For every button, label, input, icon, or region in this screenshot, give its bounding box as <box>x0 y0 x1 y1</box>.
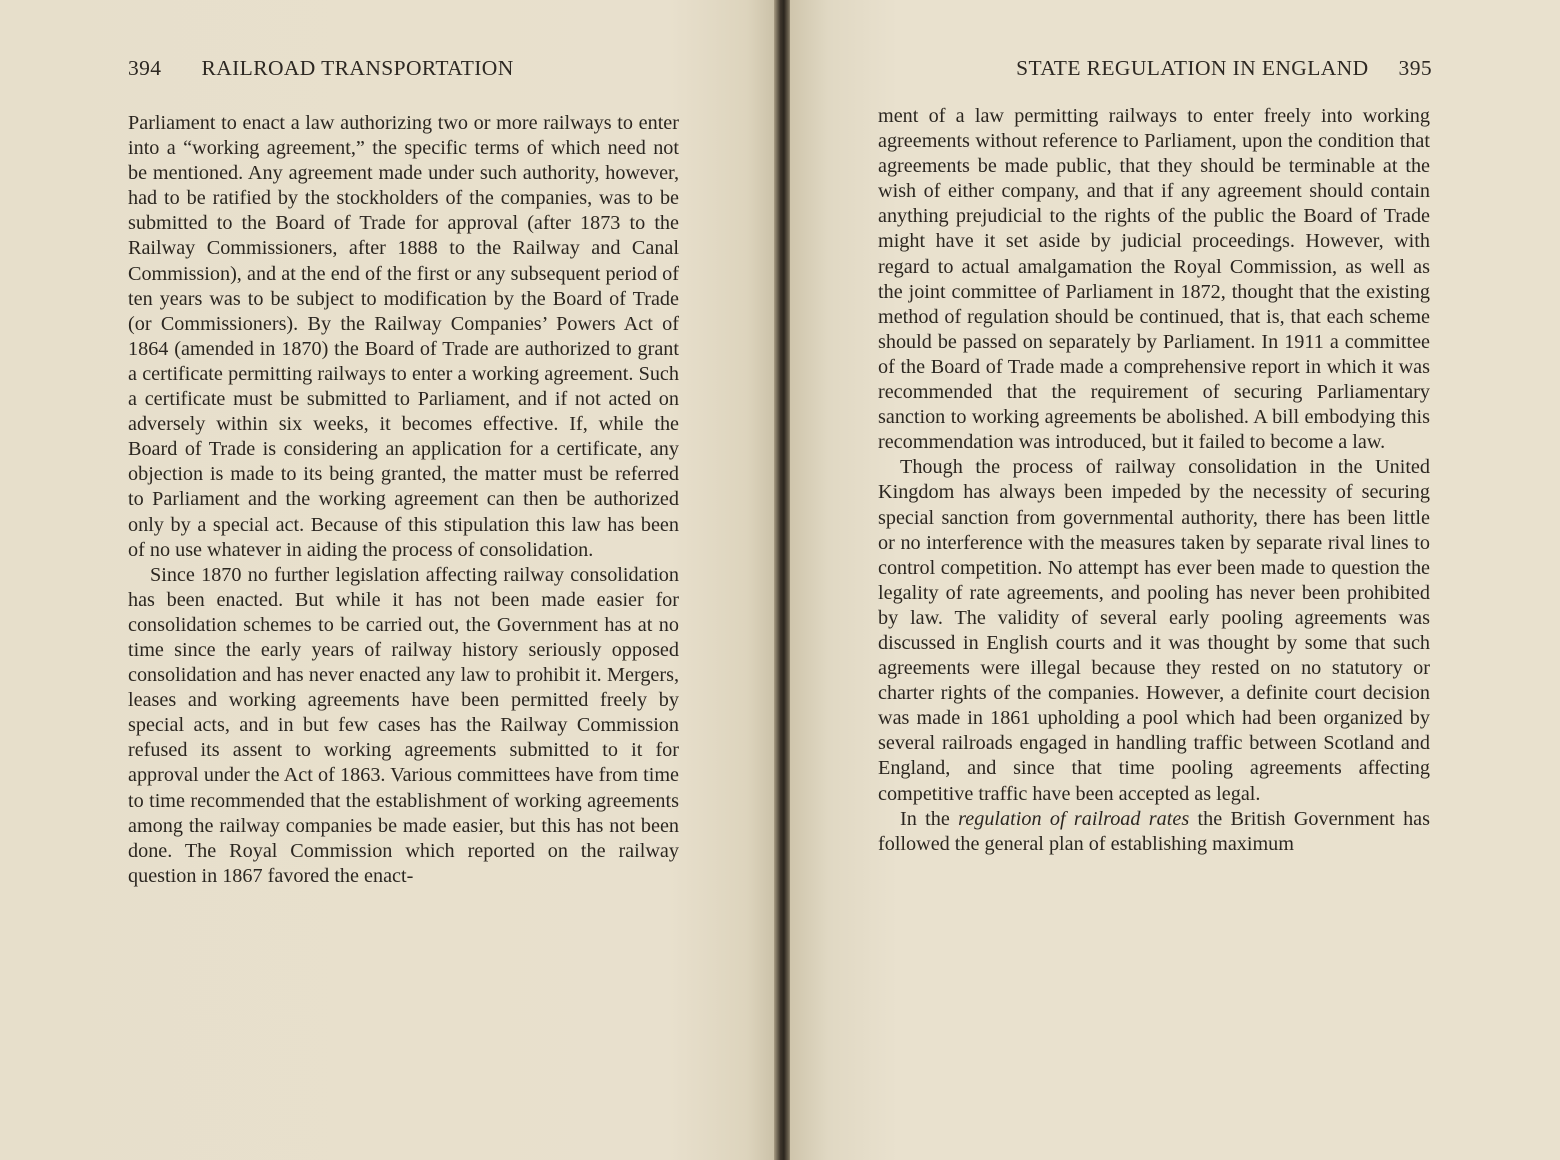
paragraph: Since 1870 no further legislation affecting railway consolidation has been enacted. But while it has not been made easier for consolidation schemes to be carried out, the Government has at no time since the early years of railway history seriously opposed consolidation and has never enacted any law to prohibit it. Mergers, leases and working agreements have been permitted freely by special acts, and in but few cases has the Railway Commission refused its assent to working agreements submitted to it for approval under the Act of 1863. Various committees have from time to time recommended that the establishment of working agreements among the railway companies be made easier, but this has not been done. The Royal Commission which reported on the railway question in 1867 favored the enact- <box>128 563 679 887</box>
paragraph-rest: the British Government has followed the general plan of establishing maximum <box>878 807 1430 855</box>
left-page <box>0 0 778 1160</box>
left-running-head <box>128 56 683 81</box>
page-number: 395 <box>1398 56 1432 80</box>
paragraph-lead: In the <box>900 807 959 830</box>
paragraph: ment of a law permitting railways to enter freely into working agreements without reference to Parliament, upon the condition that agreements be made public, that they should be terminable at the wish of either company, and that if any agreement should contain anything prejudicial to the rights of the public the Board of Trade might have it set aside by judicial proceedings. However, with regard to actual amalgamation the Royal Commission, as well as the joint committee of Parliament in 1872, thought that the existing method of regulation should be continued, that is, that each scheme should be passed on separately by Parliament. In 1911 a committee of the Board of Trade made a comprehensive report in which it was recommended that the requirement of securing Parliamentary sanction to working agreements be abolished. A bill embodying this recommendation was introduced, but it failed to become a law. <box>878 105 1430 454</box>
page-number: 394 <box>128 56 162 80</box>
running-head-title: RAILROAD TRANSPORTATION <box>201 56 514 80</box>
left-body-text <box>128 111 679 889</box>
paragraph: Parliament to enact a law authorizing two or more railways to enter into a “working agreement,” the specific terms of which need not be mentioned. Any agreement made under such authority, however, had to be ratified by the stockholders of the companies, was to be submitted to the Board of Trade for approval (after 1873 to the Railway Commissioners, after 1888 to the Railway and Canal Commission), and at the end of the first or any subsequent period of ten years was to be subject to modification by the Board of Trade (or Commissioners). By the Railway Companies’ Powers Act of 1864 (amended in 1870) the Board of Trade are authorized to grant a certificate permitting railways to enter a working agreement. Such a certificate must be submitted to Parliament, and if not acted on adversely within six weeks, it becomes effective. If, while the Board of Trade is considering an application for a certificate, any objection is made to its being granted, the matter must be referred to Parliament and the working agreement can then be authorized only by a special act. Because of this stipulation this law has been of no use whatever in aiding the process of consolidation. <box>128 112 679 561</box>
right-running-head <box>952 56 1432 81</box>
paragraph: Though the process of railway consolidation in the United Kingdom has always been impeded by the necessity of securing special sanction from governmental authority, there has been little or no interference with the measures taken by separate rival lines to control competition. No attempt has ever been made to question the legality of rate agreements, and pooling has never been prohibited by law. The validity of several early pooling agreements was discussed in English courts and it was thought by some that such agreements were illegal because they rested on no statutory or charter rights of the companies. However, a definite court decision was made in 1861 upholding a pool which had been organized by several railroads engaged in handling traffic between Scotland and England, and since that time pooling agreements affecting competitive traffic have been accepted as legal. <box>878 456 1430 805</box>
italic-phrase: regulation of railroad rates <box>958 807 1190 830</box>
right-body-text <box>878 104 1430 857</box>
running-head-title: STATE REGULATION IN ENGLAND <box>1016 56 1369 80</box>
paragraph <box>878 807 1430 857</box>
right-page <box>790 0 1560 1160</box>
